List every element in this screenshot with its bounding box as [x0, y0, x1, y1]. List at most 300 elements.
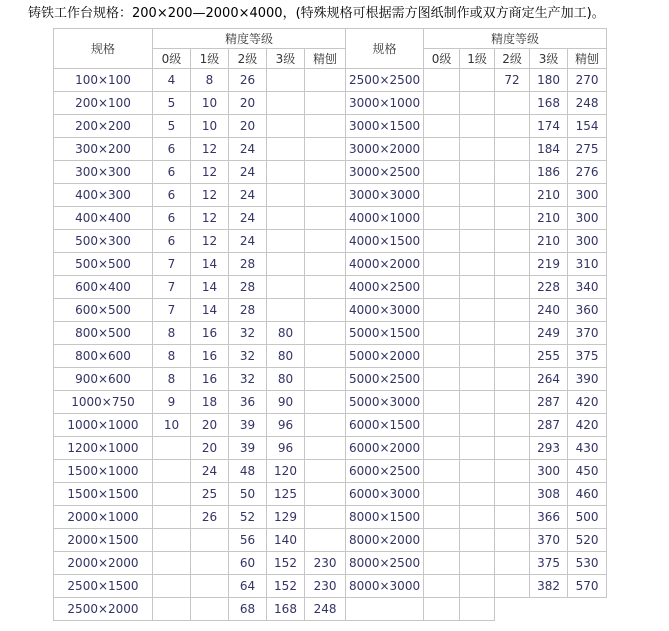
grade-value-cell — [460, 598, 495, 621]
grade-value-cell — [424, 368, 460, 391]
table-row — [54, 138, 607, 161]
grade-value-cell — [460, 437, 495, 460]
spec-cell: 400×300 — [54, 184, 153, 207]
grade-value-cell: 80 — [267, 368, 305, 391]
grade-value-cell: 340 — [568, 276, 607, 299]
grade-value-cell: 50 — [229, 483, 267, 506]
spec-cell: 4000×2000 — [346, 253, 424, 276]
grade-value-cell: 120 — [267, 460, 305, 483]
grade-value-cell — [495, 184, 530, 207]
grade-value-cell — [424, 253, 460, 276]
spec-cell: 600×400 — [54, 276, 153, 299]
grade-value-cell — [267, 299, 305, 322]
spec-cell: 3000×3000 — [346, 184, 424, 207]
grade-value-cell — [305, 299, 346, 322]
grade-value-cell — [153, 598, 191, 621]
grade-value-cell: 186 — [530, 161, 568, 184]
grade-value-cell: 64 — [229, 575, 267, 598]
table-row — [54, 207, 607, 230]
grade-value-cell — [305, 460, 346, 483]
spec-cell: 500×500 — [54, 253, 153, 276]
grade-value-cell — [495, 414, 530, 437]
grade-value-cell: 180 — [530, 69, 568, 92]
table-row — [54, 184, 607, 207]
spec-cell: 5000×3000 — [346, 391, 424, 414]
grade-value-cell — [460, 115, 495, 138]
grade-value-cell: 8 — [153, 345, 191, 368]
grade-value-cell — [424, 345, 460, 368]
grade-value-cell — [460, 92, 495, 115]
grade-value-cell — [495, 345, 530, 368]
spec-cell: 2000×2000 — [54, 552, 153, 575]
grade-value-cell — [305, 529, 346, 552]
grade-value-cell: 168 — [530, 92, 568, 115]
grade-value-cell — [267, 161, 305, 184]
grade-value-cell — [305, 506, 346, 529]
grade-value-cell: 310 — [568, 253, 607, 276]
grade-value-cell: 210 — [530, 207, 568, 230]
spec-header-left: 规格 — [54, 29, 153, 69]
grade-value-cell: 5 — [153, 115, 191, 138]
spec-cell: 4000×1000 — [346, 207, 424, 230]
table-row — [54, 230, 607, 253]
grade-value-cell — [267, 115, 305, 138]
spec-cell: 5000×2500 — [346, 368, 424, 391]
spec-cell: 500×300 — [54, 230, 153, 253]
grade-value-cell — [495, 460, 530, 483]
grade-value-cell — [424, 598, 460, 621]
grade-value-cell: 8 — [191, 69, 229, 92]
grade-value-cell: 255 — [530, 345, 568, 368]
grade-header-left: 精度等级 — [153, 29, 346, 49]
grade-value-cell — [460, 529, 495, 552]
grade-value-cell — [460, 322, 495, 345]
grade-value-cell: 7 — [153, 276, 191, 299]
grade-value-cell — [191, 598, 229, 621]
grade-value-cell — [267, 230, 305, 253]
table-row — [54, 92, 607, 115]
grade-value-cell — [424, 230, 460, 253]
grade-value-cell: 39 — [229, 414, 267, 437]
spec-cell: 5000×1500 — [346, 322, 424, 345]
table-row — [54, 529, 607, 552]
grade-value-cell — [495, 207, 530, 230]
table-row — [54, 276, 607, 299]
grade-value-cell — [495, 575, 530, 598]
grade-value-cell — [267, 92, 305, 115]
grade-value-cell: 24 — [229, 230, 267, 253]
grade-value-cell: 28 — [229, 253, 267, 276]
grade-value-cell: 264 — [530, 368, 568, 391]
table-row — [54, 391, 607, 414]
grade-value-cell: 48 — [229, 460, 267, 483]
grade-value-cell — [267, 253, 305, 276]
grade-value-cell: 6 — [153, 184, 191, 207]
grade-value-cell: 249 — [530, 322, 568, 345]
grade-value-cell: 80 — [267, 345, 305, 368]
grade-value-cell: 24 — [229, 184, 267, 207]
grade-value-cell — [424, 437, 460, 460]
grade-value-cell: 152 — [267, 552, 305, 575]
grade-value-cell — [153, 552, 191, 575]
grade-value-cell: 520 — [568, 529, 607, 552]
grade-value-cell: 366 — [530, 506, 568, 529]
header-row-1 — [54, 29, 607, 49]
grade-value-cell: 10 — [191, 115, 229, 138]
spec-cell: 8000×2000 — [346, 529, 424, 552]
spec-cell: 300×300 — [54, 161, 153, 184]
table-row — [54, 368, 607, 391]
grade-value-cell: 230 — [305, 575, 346, 598]
table-row — [54, 552, 607, 575]
spec-cell: 200×100 — [54, 92, 153, 115]
grade-value-cell: 140 — [267, 529, 305, 552]
table-row — [54, 598, 607, 621]
grade-value-cell — [424, 207, 460, 230]
grade-value-cell — [424, 69, 460, 92]
grade-value-cell: 450 — [568, 460, 607, 483]
spec-cell: 2000×1000 — [54, 506, 153, 529]
table-row — [54, 437, 607, 460]
grade-value-cell: 28 — [229, 276, 267, 299]
spec-cell: 3000×2000 — [346, 138, 424, 161]
grade-value-cell — [305, 184, 346, 207]
grade-value-cell — [460, 184, 495, 207]
grade-value-cell: 6 — [153, 161, 191, 184]
grade-value-cell — [305, 276, 346, 299]
grade-value-cell — [495, 437, 530, 460]
grade-value-cell: 10 — [191, 92, 229, 115]
spec-cell: 1200×1000 — [54, 437, 153, 460]
grade-value-cell: 300 — [568, 184, 607, 207]
grade-value-cell: 16 — [191, 322, 229, 345]
grade-value-cell: 8 — [153, 322, 191, 345]
grade-value-cell: 16 — [191, 345, 229, 368]
grade-value-cell — [305, 322, 346, 345]
table-body — [54, 69, 607, 621]
grade-value-cell: 420 — [568, 391, 607, 414]
grade-value-cell — [153, 575, 191, 598]
spec-cell: 1500×1000 — [54, 460, 153, 483]
grade-value-cell: 287 — [530, 414, 568, 437]
grade-value-cell — [191, 552, 229, 575]
grade-value-cell: 129 — [267, 506, 305, 529]
grade-value-cell: 24 — [229, 138, 267, 161]
grade-column-header: 1级 — [460, 49, 495, 69]
grade-value-cell — [424, 299, 460, 322]
grade-value-cell: 12 — [191, 230, 229, 253]
grade-value-cell — [460, 138, 495, 161]
grade-value-cell: 184 — [530, 138, 568, 161]
grade-value-cell — [305, 253, 346, 276]
spec-cell: 5000×2000 — [346, 345, 424, 368]
grade-value-cell: 370 — [568, 322, 607, 345]
grade-value-cell: 390 — [568, 368, 607, 391]
grade-value-cell — [495, 322, 530, 345]
grade-value-cell: 7 — [153, 253, 191, 276]
grade-value-cell: 14 — [191, 276, 229, 299]
grade-value-cell — [495, 161, 530, 184]
grade-value-cell — [495, 276, 530, 299]
spec-cell: 900×600 — [54, 368, 153, 391]
table-row — [54, 345, 607, 368]
grade-column-header: 0级 — [153, 49, 191, 69]
spec-cell: 6000×2500 — [346, 460, 424, 483]
grade-value-cell: 152 — [267, 575, 305, 598]
grade-value-cell — [495, 115, 530, 138]
grade-value-cell: 275 — [568, 138, 607, 161]
grade-value-cell: 24 — [229, 207, 267, 230]
page-title: 铸铁工作台规格：200×200—2000×4000，(特殊规格可根据需方图纸制作或双方商定生产加工)。 — [28, 6, 605, 21]
grade-value-cell: 360 — [568, 299, 607, 322]
spec-cell: 4000×2500 — [346, 276, 424, 299]
spec-cell: 2500×1500 — [54, 575, 153, 598]
grade-value-cell: 460 — [568, 483, 607, 506]
grade-value-cell — [305, 138, 346, 161]
spec-cell: 4000×3000 — [346, 299, 424, 322]
grade-value-cell — [305, 414, 346, 437]
grade-column-header: 2级 — [495, 49, 530, 69]
grade-value-cell: 26 — [229, 69, 267, 92]
grade-value-cell — [267, 207, 305, 230]
table-row — [54, 575, 607, 598]
grade-value-cell: 36 — [229, 391, 267, 414]
grade-value-cell: 5 — [153, 92, 191, 115]
grade-value-cell — [495, 391, 530, 414]
grade-value-cell — [460, 299, 495, 322]
grade-column-header: 1级 — [191, 49, 229, 69]
grade-value-cell — [424, 184, 460, 207]
grade-value-cell: 24 — [229, 161, 267, 184]
grade-value-cell: 248 — [568, 92, 607, 115]
grade-value-cell — [424, 391, 460, 414]
grade-value-cell: 168 — [267, 598, 305, 621]
table-row — [54, 414, 607, 437]
grade-value-cell: 248 — [305, 598, 346, 621]
table-row — [54, 460, 607, 483]
grade-value-cell: 9 — [153, 391, 191, 414]
grade-value-cell: 32 — [229, 368, 267, 391]
grade-value-cell — [460, 483, 495, 506]
grade-value-cell — [424, 575, 460, 598]
grade-value-cell: 500 — [568, 506, 607, 529]
grade-value-cell: 276 — [568, 161, 607, 184]
grade-value-cell: 240 — [530, 299, 568, 322]
grade-value-cell: 174 — [530, 115, 568, 138]
grade-value-cell — [305, 345, 346, 368]
spec-cell: 2000×1500 — [54, 529, 153, 552]
grade-value-cell: 6 — [153, 230, 191, 253]
grade-column-header: 0级 — [424, 49, 460, 69]
spec-cell: 3000×1000 — [346, 92, 424, 115]
grade-value-cell — [424, 115, 460, 138]
spec-cell: 3000×2500 — [346, 161, 424, 184]
grade-value-cell: 293 — [530, 437, 568, 460]
grade-value-cell — [305, 437, 346, 460]
grade-value-cell: 32 — [229, 322, 267, 345]
spec-table — [53, 28, 607, 621]
spec-cell: 300×200 — [54, 138, 153, 161]
grade-value-cell: 18 — [191, 391, 229, 414]
grade-value-cell: 60 — [229, 552, 267, 575]
grade-value-cell: 14 — [191, 253, 229, 276]
table-row — [54, 115, 607, 138]
spec-header-right: 规格 — [346, 29, 424, 69]
grade-value-cell — [424, 460, 460, 483]
grade-value-cell: 270 — [568, 69, 607, 92]
spec-cell: 1000×1000 — [54, 414, 153, 437]
grade-value-cell — [495, 506, 530, 529]
spec-cell: 400×400 — [54, 207, 153, 230]
grade-value-cell: 300 — [568, 230, 607, 253]
grade-value-cell — [153, 437, 191, 460]
grade-value-cell — [424, 161, 460, 184]
grade-value-cell — [460, 368, 495, 391]
grade-header-right: 精度等级 — [424, 29, 607, 49]
spec-cell: 6000×2000 — [346, 437, 424, 460]
grade-value-cell: 300 — [568, 207, 607, 230]
grade-value-cell — [305, 115, 346, 138]
grade-value-cell: 24 — [191, 460, 229, 483]
spec-cell: 3000×1500 — [346, 115, 424, 138]
grade-value-cell — [305, 69, 346, 92]
spec-cell: 6000×1500 — [346, 414, 424, 437]
grade-value-cell: 28 — [229, 299, 267, 322]
grade-value-cell — [267, 184, 305, 207]
grade-value-cell: 20 — [191, 414, 229, 437]
table-row — [54, 161, 607, 184]
grade-value-cell: 96 — [267, 414, 305, 437]
grade-value-cell — [460, 207, 495, 230]
spec-cell: 8000×1500 — [346, 506, 424, 529]
grade-value-cell — [153, 529, 191, 552]
grade-value-cell — [460, 253, 495, 276]
grade-value-cell — [153, 460, 191, 483]
grade-value-cell: 382 — [530, 575, 568, 598]
grade-value-cell: 210 — [530, 184, 568, 207]
grade-value-cell: 20 — [191, 437, 229, 460]
spec-cell: 2500×2500 — [346, 69, 424, 92]
grade-value-cell — [305, 161, 346, 184]
table-row — [54, 253, 607, 276]
grade-value-cell — [424, 138, 460, 161]
grade-value-cell: 219 — [530, 253, 568, 276]
grade-value-cell — [267, 276, 305, 299]
grade-value-cell — [424, 322, 460, 345]
grade-value-cell: 6 — [153, 207, 191, 230]
grade-value-cell — [460, 575, 495, 598]
grade-value-cell: 68 — [229, 598, 267, 621]
grade-value-cell: 14 — [191, 299, 229, 322]
spec-cell: 100×100 — [54, 69, 153, 92]
spec-cell: 8000×2500 — [346, 552, 424, 575]
grade-value-cell: 300 — [530, 460, 568, 483]
grade-value-cell: 7 — [153, 299, 191, 322]
grade-value-cell: 6 — [153, 138, 191, 161]
grade-value-cell — [424, 506, 460, 529]
grade-value-cell — [495, 368, 530, 391]
grade-value-cell — [495, 230, 530, 253]
grade-value-cell — [424, 529, 460, 552]
grade-value-cell — [495, 483, 530, 506]
grade-value-cell: 4 — [153, 69, 191, 92]
grade-value-cell — [495, 138, 530, 161]
grade-value-cell: 32 — [229, 345, 267, 368]
grade-column-header: 精刨 — [568, 49, 607, 69]
spec-cell — [346, 598, 424, 621]
grade-value-cell: 570 — [568, 575, 607, 598]
grade-value-cell — [460, 161, 495, 184]
grade-value-cell — [424, 276, 460, 299]
spec-cell: 800×500 — [54, 322, 153, 345]
grade-value-cell — [495, 529, 530, 552]
grade-value-cell: 8 — [153, 368, 191, 391]
grade-value-cell: 375 — [568, 345, 607, 368]
grade-value-cell: 52 — [229, 506, 267, 529]
grade-value-cell: 125 — [267, 483, 305, 506]
grade-value-cell: 370 — [530, 529, 568, 552]
grade-value-cell: 12 — [191, 161, 229, 184]
grade-value-cell: 210 — [530, 230, 568, 253]
table-row — [54, 299, 607, 322]
grade-value-cell — [191, 529, 229, 552]
grade-value-cell — [460, 552, 495, 575]
grade-column-header: 3级 — [267, 49, 305, 69]
grade-value-cell: 12 — [191, 184, 229, 207]
grade-value-cell — [460, 276, 495, 299]
grade-value-cell — [305, 230, 346, 253]
grade-value-cell: 530 — [568, 552, 607, 575]
grade-value-cell: 72 — [495, 69, 530, 92]
grade-value-cell — [460, 506, 495, 529]
spec-cell: 1500×1500 — [54, 483, 153, 506]
grade-value-cell — [424, 483, 460, 506]
grade-value-cell — [153, 506, 191, 529]
table-header — [54, 29, 607, 69]
grade-value-cell — [305, 368, 346, 391]
grade-value-cell — [460, 345, 495, 368]
grade-value-cell — [305, 207, 346, 230]
grade-value-cell — [460, 69, 495, 92]
grade-value-cell: 375 — [530, 552, 568, 575]
grade-value-cell: 16 — [191, 368, 229, 391]
spec-cell: 8000×3000 — [346, 575, 424, 598]
grade-value-cell: 80 — [267, 322, 305, 345]
grade-value-cell: 287 — [530, 391, 568, 414]
grade-value-cell — [495, 299, 530, 322]
grade-value-cell: 39 — [229, 437, 267, 460]
grade-column-header: 精刨 — [305, 49, 346, 69]
grade-column-header: 3级 — [530, 49, 568, 69]
spec-cell: 200×200 — [54, 115, 153, 138]
grade-value-cell — [267, 69, 305, 92]
grade-value-cell — [191, 575, 229, 598]
grade-value-cell: 12 — [191, 138, 229, 161]
table-row — [54, 322, 607, 345]
grade-value-cell: 20 — [229, 115, 267, 138]
spec-cell: 4000×1500 — [346, 230, 424, 253]
grade-value-cell: 10 — [153, 414, 191, 437]
grade-value-cell — [153, 483, 191, 506]
spec-cell: 800×600 — [54, 345, 153, 368]
grade-value-cell: 154 — [568, 115, 607, 138]
grade-value-cell: 420 — [568, 414, 607, 437]
grade-value-cell — [424, 92, 460, 115]
spec-cell: 1000×750 — [54, 391, 153, 414]
grade-value-cell — [305, 483, 346, 506]
grade-value-cell: 56 — [229, 529, 267, 552]
grade-value-cell — [460, 460, 495, 483]
